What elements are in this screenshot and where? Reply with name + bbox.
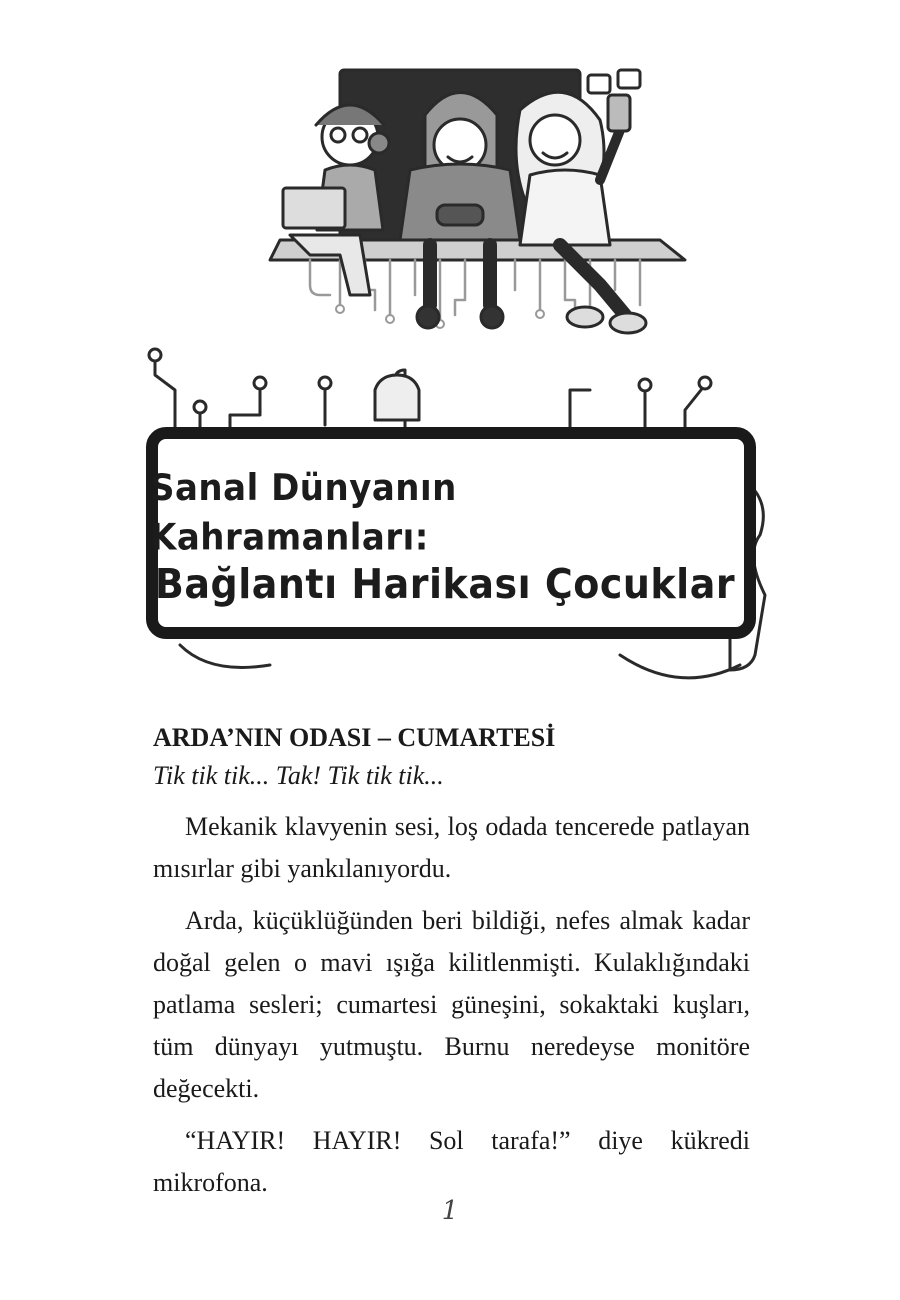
- kid-with-phone: [516, 92, 646, 333]
- paragraph-3: “HAYIR! HAYIR! Sol tarafa!” diye kükredi mikrofona.: [153, 1126, 750, 1197]
- heart-icon: [618, 70, 640, 88]
- chapter-title-line1: Sanal Dünyanın Kahramanları:: [150, 466, 457, 560]
- page-number: 1: [441, 1196, 459, 1226]
- paragraph-2: Arda, küçüklüğünden beri bildiği, nefes almak kadar doğal gelen o mavi ışığa kilitlenmişti. Kulaklığındaki patlama sesleri; cumartesi güneşini, sokaktaki kuşları, tüm dünyayı yutmuştu. Burnu neredeyse monitöre değecekti.: [153, 906, 750, 1103]
- section-heading: ARDA’NIN ODASI – CUMARTESİ: [153, 723, 556, 752]
- chapter-title: [150, 448, 740, 628]
- kid-with-laptop: [283, 105, 389, 295]
- section-subheading: Tik tik tik... Tak! Tik tik tik...: [153, 761, 444, 790]
- paragraph-1: Mekanik klavyenin sesi, loş odada tencerede patlayan mısırlar gibi yankılanıyordu.: [153, 812, 750, 883]
- body-text: [153, 718, 750, 1214]
- chapter-title-line2: Bağlantı Harikası Çocuklar: [154, 560, 736, 608]
- like-icon: [588, 75, 610, 93]
